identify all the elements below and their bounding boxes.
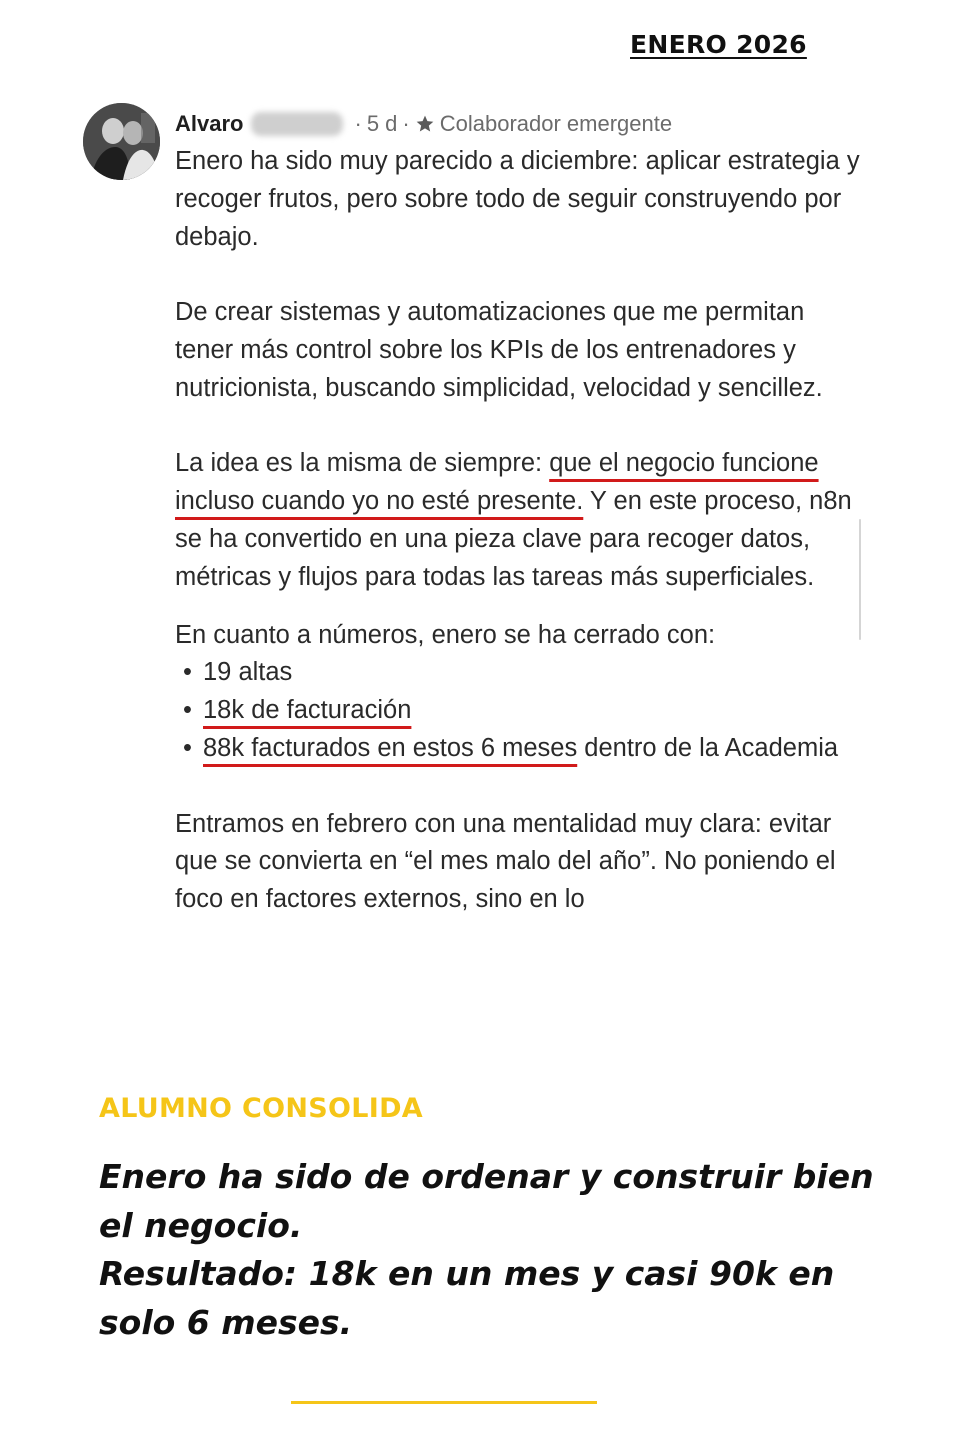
- six-month-revenue: 88k facturados en estos 6 meses: [203, 733, 578, 762]
- post-paragraph-2: De crear sistemas y automatizaciones que me permitan tener más control sobre los KPIs de los entrenadores y nutricionista, buscando simplicidad, velocidad y sencillez.: [175, 298, 823, 402]
- bullet: •: [183, 733, 192, 762]
- blurred-surname: [251, 112, 343, 136]
- numbers-intro: En cuanto a números, enero se ha cerrado con:: [175, 620, 716, 649]
- list-item: [175, 692, 865, 730]
- author-name[interactable]: Alvaro: [175, 111, 244, 136]
- scroll-indicator[interactable]: [859, 519, 861, 640]
- star-icon: [415, 114, 435, 134]
- contributor-badge: Colaborador emergente: [439, 111, 673, 136]
- section-label: ALUMNO CONSOLIDA: [99, 1093, 424, 1124]
- numbers-list: [175, 654, 865, 767]
- summary-headline: [99, 1153, 879, 1347]
- summary-line-1: Enero ha sido de ordenar y construir bien el negocio.: [99, 1157, 874, 1245]
- meta-separator: ·: [354, 111, 362, 136]
- post-paragraph-4: Entramos en febrero con una mentalidad muy clara: evitar que se convierta en “el mes malo del año”. No poniendo el foco en factores externos, sino en lo: [175, 809, 836, 914]
- post-time: 5 d: [366, 111, 398, 136]
- paragraph-3-rest: Y en este proceso, n8n se ha convertido en una pieza clave para recoger datos, métricas y flujos para todas las tareas más superficiales.: [175, 487, 852, 591]
- avatar-photo-icon: [83, 103, 160, 180]
- post-meta: [175, 110, 672, 138]
- bullet: •: [183, 658, 192, 687]
- summary-line-2: Resultado: 18k en un mes y casi 90k en solo 6 meses.: [99, 1254, 835, 1342]
- list-item: [175, 654, 865, 692]
- post-paragraph-3: [175, 445, 865, 596]
- post-paragraph-1: Enero ha sido muy parecido a diciembre: aplicar estrategia y recoger frutos, pero sobre todo de seguir construyendo por debajo.: [175, 147, 860, 251]
- bottom-divider: [291, 1401, 597, 1404]
- paragraph-3-intro: La idea es la misma de siempre:: [175, 449, 543, 478]
- bullet: •: [183, 696, 192, 725]
- author-avatar[interactable]: [83, 103, 160, 180]
- monthly-revenue: 18k de facturación: [203, 696, 412, 725]
- six-month-revenue-context: dentro de la Academia: [577, 733, 839, 762]
- month-header: ENERO 2026: [630, 30, 807, 59]
- list-item: [175, 730, 865, 768]
- signups-count: 19 altas: [203, 658, 293, 687]
- highlighted-key-idea: que el negocio funcione incluso cuando yo no esté presente.: [175, 449, 819, 516]
- post-body: [175, 143, 865, 919]
- meta-separator: ·: [402, 111, 410, 136]
